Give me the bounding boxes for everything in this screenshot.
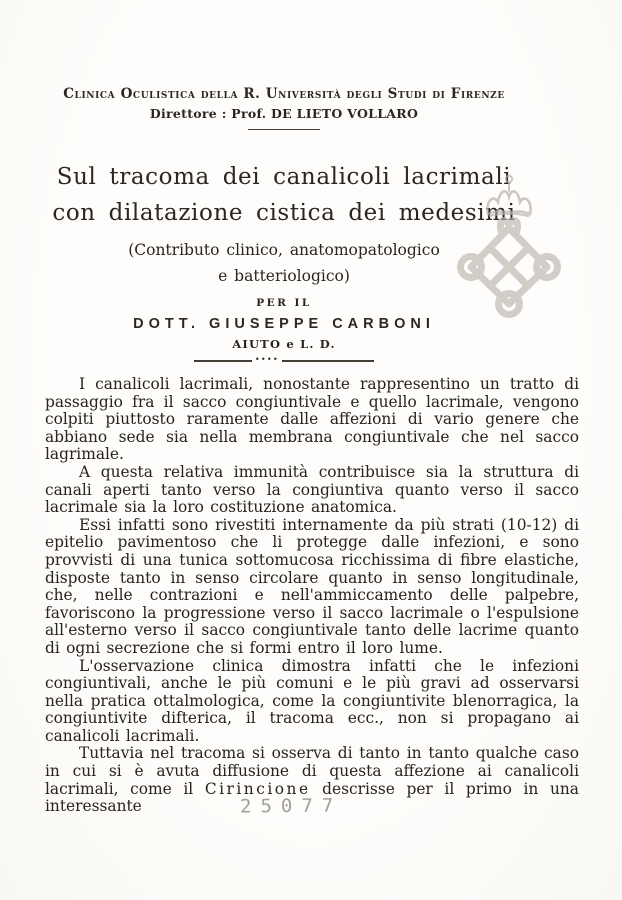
divider-line-right <box>282 360 374 362</box>
paragraph-text: Tuttavia nel tracoma si osserva di tanto in tanto qualche caso in cui si è avuta diffusione di questa affezione ai canalicoli lacrimali, come il <box>45 744 579 798</box>
paragraph: L'osservazione clinica dimostra infatti che le infezioni congiuntivali, anche le più comuni e le più gravi ad osservarsi nella pratica ottalmologica, come la congiuntivite blenorragica, la congiuntivite difterica, il tracoma ecc., non si propagano ai canalicoli lacrimali. <box>45 656 579 745</box>
accession-number-stamp: 25077 <box>239 794 343 818</box>
institution-name: Clinica Oculistica della R. Università degli Studi di Firenze <box>63 86 505 102</box>
paper-subtitle-line1: (Contributo clinico, anatomopatologico <box>128 241 440 259</box>
author-role: AIUTO e L. D. <box>232 337 336 351</box>
paper-subtitle-line2: e batteriologico) <box>218 267 350 285</box>
cited-author-name: Cirincione <box>204 779 311 798</box>
paragraph: A questa relativa immunità contribuisce sia la struttura di canali aperti tanto verso la congiuntiva quanto verso il sacco lacrimale sia la loro costituzione anatomica. <box>45 462 579 517</box>
divider-dots: .... <box>254 349 280 364</box>
author-divider <box>36 349 532 364</box>
crown-knot-emblem-icon <box>450 170 570 322</box>
header-rule <box>248 129 320 130</box>
paper-title-line2: con dilatazione cistica dei medesimi <box>52 200 516 226</box>
paragraph: I canalicoli lacrimali, nonostante rappresentino un tratto di passaggio fra il sacco congiuntivale e quello lacrimale, vengono colpiti piuttosto raramente dalle affezioni di vario genere che abbiano sede sia nella membrana congiuntivale che nel sacco lagrimale. <box>45 375 579 464</box>
author-name: DOTT. GIUSEPPE CARBONI <box>133 316 435 332</box>
paragraph: Essi infatti sono rivestiti internamente da più strati (10-12) di epitelio pavimentoso che li protegge dalle infezioni, e sono provvisti di una tunica sottomucosa ricchissima di fibre elastiche, disposte tanto in senso circolare quanto in senso longitudinale, che, nelle contrazioni e nell'ammiccamento delle palpebre, favoriscono la progressione verso il sacco lacrimale o l'espulsione all'esterno verso il sacco congiuntivale tanto delle lacrime quanto di ogni secrezione che si formi entro il loro lume. <box>45 515 579 657</box>
article-body <box>45 376 579 816</box>
paragraph-text: descrisse per il primo in una interessante <box>45 779 579 816</box>
director-line: Direttore : Prof. DE LIETO VOLLARO <box>149 106 419 121</box>
divider-line-left <box>194 360 252 362</box>
byline-prefix: PER IL <box>256 297 312 309</box>
paper-title-line1: Sul tracoma dei canalicoli lacrimali <box>56 164 512 190</box>
